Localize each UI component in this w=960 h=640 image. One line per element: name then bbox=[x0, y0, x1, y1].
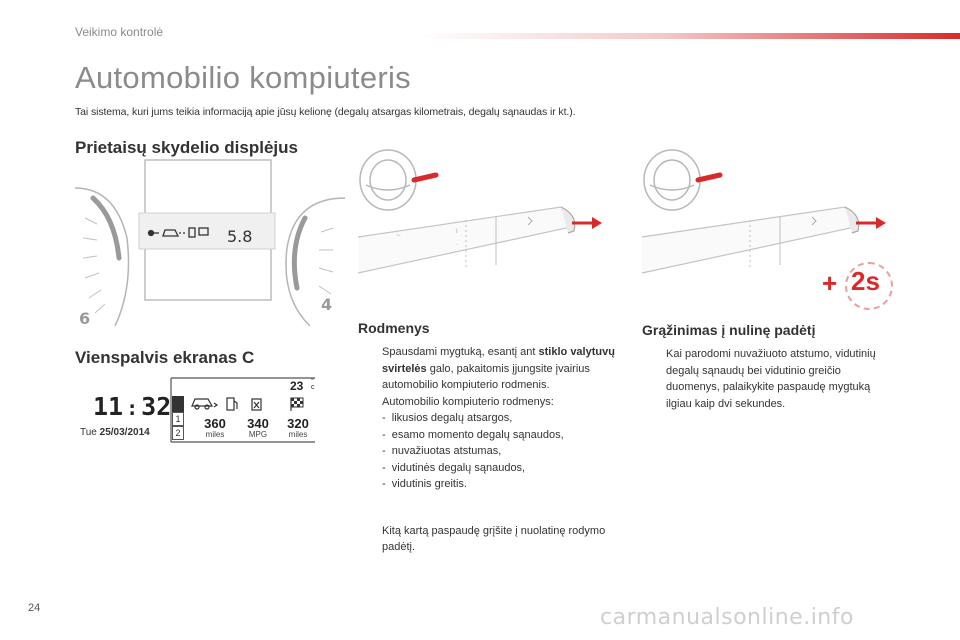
header-accent-bar bbox=[420, 33, 960, 39]
fuel-pump-icon bbox=[225, 396, 239, 412]
hold-duration: 2s bbox=[851, 266, 880, 296]
section-header: Veikimo kontrolė bbox=[75, 25, 164, 39]
page-title: Automobilio kompiuteris bbox=[75, 60, 411, 95]
instrument-display-value: 5.8 bbox=[227, 227, 253, 246]
mono-temperature-unit-icon: ° c bbox=[311, 378, 315, 391]
svg-text:.: . bbox=[456, 240, 458, 247]
mono-time-minutes: 32 bbox=[141, 392, 172, 421]
readings-title: Rodmenys bbox=[358, 320, 430, 336]
readings-list-item: - nuvažiuotas atstumas, bbox=[382, 445, 502, 457]
mono-date: 25/03/2014 bbox=[99, 427, 150, 438]
readings-list-item: - vidutinis greitis. bbox=[382, 478, 467, 490]
readings-bullet-2: Kitą kartą paspaudę grįšite į nuolatinę rodymo padėtį. bbox=[382, 524, 606, 553]
readings-body bbox=[358, 344, 618, 556]
hold-plus-sign: + bbox=[822, 268, 838, 298]
wiper-stalk-icon bbox=[356, 145, 606, 305]
watermark: carmanualsonline.info bbox=[600, 605, 854, 630]
readings-list-item: - vidutinės degalų sąnaudos, bbox=[382, 461, 526, 474]
instrument-panel-illustration bbox=[75, 158, 345, 326]
checkered-flag-icon bbox=[289, 396, 305, 412]
mono-screen-illustration bbox=[75, 376, 325, 451]
intro-text: Tai sistema, kuri jums teikia informaciją apie jūsų kelionę (degalų atsargas kilometrais, degalų sąnaudas ir kt.). bbox=[75, 106, 576, 118]
mono-time: 11 : 32 bbox=[93, 392, 172, 421]
readings-list-item: - likusios degalų atsargos, bbox=[382, 412, 513, 424]
svg-text:I: I bbox=[456, 228, 458, 235]
mono-screen-title: Vienspalvis ekranas C bbox=[75, 348, 255, 367]
mono-row-2: 2 bbox=[172, 426, 184, 440]
reset-title: Grąžinimas į nulinę padėtį bbox=[642, 322, 816, 338]
svg-text:~: ~ bbox=[396, 232, 402, 239]
mono-page-highlight bbox=[172, 396, 184, 412]
svg-text:6: 6 bbox=[79, 309, 91, 326]
readings-bullet-1: Spausdami mygtuką, esantį ant stiklo valytuvų svirtelės galo, pakaitomis įjungsite įvairius automobilio kompiuterio rodmenis. Automobilio kompiuterio rodmenys: - likusios degalų atsargos, - esamo momento degalų sąnaudos, - nuvažiuotas atstumas, - vidutinės degalų sąnaudos, - vidutinis greitis. bbox=[358, 344, 618, 493]
mono-date-prefix: Tue bbox=[80, 427, 97, 438]
page-number: 24 bbox=[28, 602, 41, 614]
mono-value-1: 360 miles bbox=[204, 416, 226, 439]
readings-list-item: - esamo momento degalų sąnaudos, bbox=[382, 428, 564, 441]
readings-sub: Automobilio kompiuterio rodmenys: bbox=[382, 395, 554, 408]
fuel-consumption-icon bbox=[250, 396, 264, 412]
svg-text:4: 4 bbox=[321, 295, 333, 314]
mono-value-2: 340 MPG bbox=[247, 416, 269, 439]
reset-body: Kai parodomi nuvažiuoto atstumo, vidutinių degalų sąnaudų bei vidutinio greičio duomenys, palaikykite paspaudę mygtuką ilgiau kaip dvi sekundes. bbox=[666, 348, 876, 410]
svg-text:.: . bbox=[456, 250, 458, 257]
mono-value-3: 320 miles bbox=[287, 416, 309, 439]
mono-temperature: 23 bbox=[290, 379, 304, 393]
mono-time-hours: 11 bbox=[93, 392, 124, 421]
mono-row-1: 1 bbox=[172, 412, 184, 426]
instrument-display-title: Prietaisų skydelio displėjus bbox=[75, 138, 298, 157]
